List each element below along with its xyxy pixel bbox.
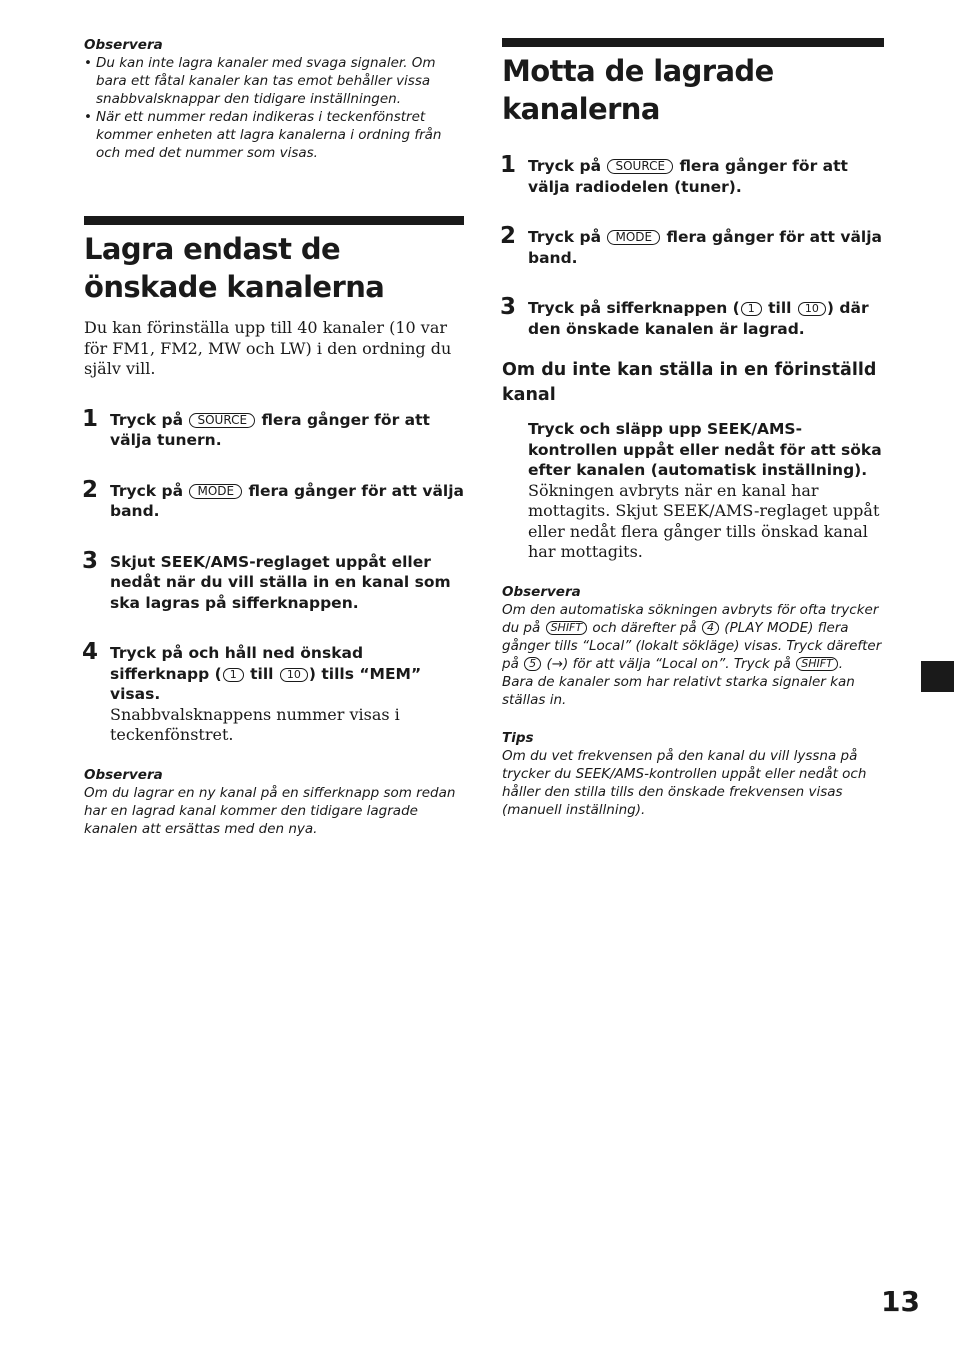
step-4: 4 Tryck på och håll ned önskad sifferknapp ( 1 till 10 ) tills “MEM” visas. Snabbvalsknappens nummer visas i teckenfönstret. — [84, 643, 464, 746]
arrow-right-icon: (→) — [546, 655, 569, 672]
subsection-heading: Om du inte kan ställa in en förinställd kanal — [502, 360, 877, 405]
note-bullet: • Du kan inte lagra kanaler med svaga signaler. Om bara ett fåtal kanaler kan tas emot behåller vissa snabbvalsknappar den tidigare inställningen. — [84, 55, 436, 107]
section-rule — [84, 216, 464, 225]
step-number: 3 — [82, 547, 99, 574]
tips-text: Om du vet frekvensen på den kanal du vill lyssna på trycker du SEEK/AMS-kontrollen uppåt eller nedåt och håller den stilla tills den önskade frekvensen visas (manuell inställning). — [502, 747, 867, 818]
step-3: 3 Tryck på sifferknappen ( 1 till 10 ) där den önskade kanalen är lagrad. — [500, 294, 869, 338]
number-1-key: 1 — [741, 302, 762, 316]
subsection-body: Tryck och släpp upp SEEK/AMS-kontrollen uppåt eller nedåt för att söka efter kanalen (automatisk inställning). Sökningen avbryts när en kanal har mottagits. Skjut SEEK/AMS-reglaget uppåt eller nedåt flera gånger tills önskad kanal har mottagits. — [528, 420, 882, 561]
number-10-key: 10 — [280, 668, 308, 682]
page-number: 13 — [881, 1285, 920, 1318]
section-rule — [502, 38, 884, 47]
step-number: 2 — [82, 476, 99, 503]
number-5-key: 5 — [524, 657, 541, 671]
step-2: 2 Tryck på MODE flera gånger för att välja band. — [82, 476, 465, 520]
step-1: 1 Tryck på SOURCE flera gånger för att välja radiodelen (tuner). — [500, 152, 848, 196]
step-2: 2 Tryck på MODE flera gånger för att välja band. — [500, 223, 883, 267]
step-number: 3 — [500, 294, 517, 320]
step-number: 1 — [82, 405, 99, 432]
step-result: Snabbvalsknappens nummer visas i teckenfönstret. — [110, 704, 400, 744]
source-key: SOURCE — [607, 159, 673, 174]
note-block — [84, 36, 464, 162]
section-intro: Du kan förinställa upp till 40 kanaler (10 var för FM1, FM2, MW och LW) i den ordning du själv vill. — [84, 318, 452, 378]
left-column — [84, 36, 464, 838]
step-number: 4 — [82, 639, 99, 665]
section-heading: Motta de lagrade kanalerna — [502, 54, 774, 126]
number-1-key: 1 — [223, 668, 244, 682]
note-title: Observera — [84, 766, 163, 783]
mode-key: MODE — [607, 230, 660, 245]
mode-key: MODE — [189, 484, 242, 499]
note-title: Observera — [84, 37, 163, 53]
source-key: SOURCE — [189, 413, 255, 428]
tips-block — [502, 729, 884, 819]
note-text: Bara de kanaler som har relativt starka signaler kan ställas in. — [502, 673, 855, 708]
tips-title: Tips — [502, 729, 534, 746]
step-3: 3 Skjut SEEK/AMS-reglaget uppåt eller nedåt när du vill ställa in en kanal som ska lagras på sifferknappen. — [82, 547, 451, 612]
note-text: Om den automatiska sökningen avbryts för ofta trycker du på SHIFT och därefter på 4 (PLAY MODE) flera gånger tills “Local” (lokalt sökläge) visas. Tryck därefter på 5 (→) för att välja “Local on”. Tryck på SHIFT . — [502, 601, 882, 672]
note-title: Observera — [502, 583, 581, 600]
shift-key: SHIFT — [796, 657, 838, 671]
number-4-key: 4 — [702, 621, 719, 635]
shift-key: SHIFT — [546, 621, 588, 635]
section-store — [84, 216, 464, 838]
step-number: 1 — [500, 152, 517, 178]
section-heading: Lagra endast de önskade kanalerna — [84, 232, 385, 304]
number-10-key: 10 — [798, 302, 826, 316]
note-bullet: • När ett nummer redan indikeras i teckenfönstret kommer enheten att lagra kanalerna i ordning från och med det nummer som visas. — [84, 109, 442, 161]
note-block — [502, 583, 884, 709]
note-text: Om du lagrar en ny kanal på en sifferknapp som redan har en lagrad kanal kommer den tidigare lagrade kanalen att ersättas med den nya. — [84, 784, 456, 837]
step-number: 2 — [500, 223, 517, 249]
section-tab-marker — [921, 661, 954, 692]
step-1: 1 Tryck på SOURCE flera gånger för att välja tunern. — [82, 405, 430, 449]
note-block — [84, 766, 464, 838]
right-column — [502, 38, 884, 819]
